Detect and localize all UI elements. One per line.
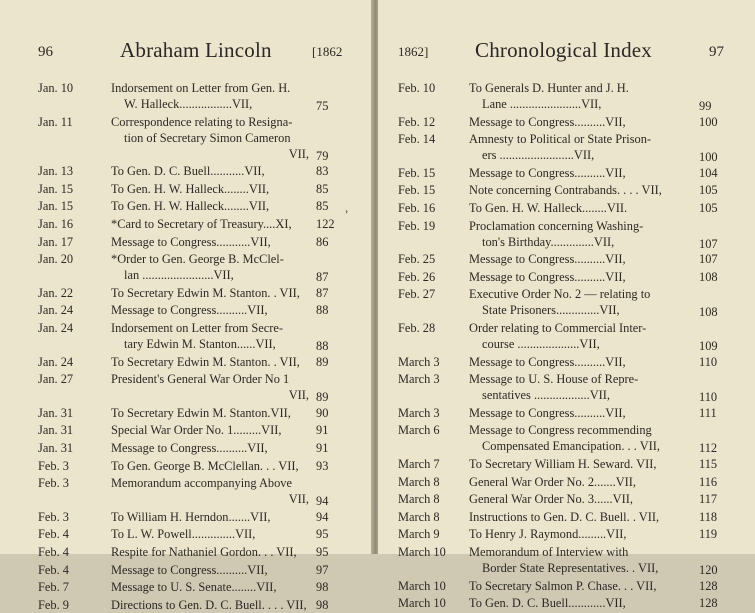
entry-description [111,544,309,560]
entry-date: Jan. 17 [38,234,74,249]
entry-page: 118 [699,509,718,524]
entry-description [111,475,309,507]
entry-description [469,509,692,525]
entry-line: To Generals D. Hunter and J. H. [469,81,629,95]
entry-date: Jan. 13 [38,164,74,179]
entry-line: State Prisoners..............VII, [482,303,620,318]
entry-line: Message to U. S. Senate........VII, [111,580,277,595]
entry-line: To Gen. H. W. Halleck........VII, [111,181,270,196]
entry-page: 105 [699,183,718,198]
entry-description [469,371,692,403]
entry-page: 94 [316,494,329,509]
entry-description [469,165,692,181]
entry-line: Message to Congress..........VII, [111,441,268,455]
entry-description [111,422,309,438]
entry-line: To Gen. George B. McClellan. . . VII, [111,458,299,473]
entry-date: Feb. 16 [398,201,436,215]
entry-date: March 6 [398,423,440,438]
entry-page: 119 [699,527,718,542]
entry-page: 108 [699,269,718,284]
entry-line: course ....................VII, [482,337,600,351]
entry-line: Border State Representatives. . VII, [482,561,659,575]
entry-line: To Gen. D. C. Buell............VII, [469,596,626,611]
entry-line: Memorandum accompanying Above [111,476,292,491]
entry-line: General War Order No. 3......VII, [469,492,633,507]
entry-line: VII, [288,492,309,507]
entry-description [111,526,309,542]
entry-line: ton's Birthday..............VII, [482,234,615,249]
entry-description [111,405,309,421]
entry-date: Feb. 4 [38,527,69,542]
entry-page: 107 [699,252,718,267]
entry-description [469,131,692,163]
entry-description [111,163,309,179]
entry-page: 86 [316,234,329,249]
entry-page: 110 [699,354,718,369]
entry-date: March 10 [398,578,446,593]
entry-description [111,371,309,403]
entry-page: 88 [316,339,329,353]
entry-page: 112 [699,441,718,456]
entry-line: Instructions to Gen. D. C. Buell. . VII, [469,509,660,524]
entry-description [469,218,692,250]
entry-date: Feb. 3 [38,476,69,491]
entry-date: Feb. 26 [398,269,436,284]
entry-date: Feb. 25 [398,252,436,267]
entry-line: Message to Congress..........VII, [469,405,626,420]
entry-line: Lane .......................VII, [482,97,602,111]
entry-line: Message to Congress..........VII, [469,114,626,129]
entry-line: To Gen. H. W. Halleck........VII. [469,201,628,215]
entry-page: 91 [316,423,329,438]
entry-page: 115 [699,457,718,471]
entry-page: 120 [699,563,718,577]
entry-date: Jan. 24 [38,321,74,335]
entry-description [111,509,309,525]
entry-description [469,474,692,490]
entry-line: To Secretary Salmon P. Chase. . . VII, [469,578,657,593]
entry-description [469,114,692,130]
entry-description [111,181,309,197]
entry-line: Indorsement on Letter from Secre- [111,321,284,335]
entry-description [469,578,692,594]
page-title: Abraham Lincoln [120,38,272,62]
entry-date: Feb. 19 [398,218,436,233]
entry-line: Order relating to Commercial Inter- [469,321,647,335]
entry-date: Jan. 11 [38,114,73,129]
entry-line: lan .......................VII, [124,268,234,283]
entry-page: 85 [316,181,329,196]
entry-date: Jan. 24 [38,354,74,369]
entry-description [469,320,692,352]
left-page [0,0,373,612]
entry-date: Feb. 10 [398,81,436,95]
entry-date: Jan. 24 [38,303,74,318]
entry-page: 88 [316,303,329,318]
entry-description [111,198,309,214]
entry-line: Message to Congress..........VII, [469,269,626,284]
entry-page: 89 [316,354,329,369]
entry-date: March 8 [398,474,440,489]
entry-description [111,216,309,232]
entry-page: 98 [316,580,329,595]
entry-description [111,234,309,250]
header-year: 1862] [398,44,429,59]
entry-line: *Card to Secretary of Treasury....XI, [111,217,292,231]
entry-page: 116 [699,474,718,489]
entry-line: Correspondence relating to Resigna- [111,114,293,129]
entry-description [469,80,692,112]
entry-line: To L. W. Powell..............VII, [111,527,256,542]
header-year: [1862 [312,44,343,59]
entry-page: 128 [699,578,718,593]
entry-line: President's General War Order No 1 [111,372,290,387]
entry-description [111,114,309,162]
entry-description [469,182,692,198]
entry-line: Amnesty to Political or State Prison- [469,132,652,147]
entry-line: sentatives ..................VII, [482,388,611,403]
entry-page: 99 [699,99,712,113]
entry-description [111,320,309,352]
entry-line: Message to Congress...........VII, [111,234,271,249]
entry-page: 87 [316,270,329,285]
entry-date: Feb. 15 [398,183,436,198]
entry-page: 128 [699,596,718,611]
entry-line: Message to Congress..........VII, [469,354,626,369]
entry-page: 75 [316,99,329,113]
entry-description [469,200,692,216]
entry-date: Feb. 4 [38,545,69,559]
entry-date: Feb. 28 [398,321,436,335]
entry-line: Special War Order No. 1.........VII, [111,423,282,438]
entry-date: Jan. 10 [38,81,74,95]
entry-description [111,285,309,301]
entry-line: To Secretary Edwin M. Stanton. . VII, [111,285,300,300]
entry-line: Note concerning Contrabands. . . . VII, [469,183,662,198]
page-number: 97 [709,44,724,60]
entry-description [111,251,309,283]
entry-page: 95 [316,545,329,559]
entry-date: Feb. 15 [398,165,436,180]
entry-date: March 10 [398,545,446,559]
entry-date: March 3 [398,405,440,420]
entry-line: To Henry J. Raymond.........VII, [469,527,627,542]
entry-page: 100 [699,150,718,165]
entry-line: Respite for Nathaniel Gordon. . . VII, [111,545,297,559]
entry-line: Message to Congress..........VII, [469,252,626,267]
entry-line: General War Order No. 2.......VII, [469,474,637,489]
entry-line: To William H. Herndon.......VII, [111,509,271,524]
entry-page: 109 [699,339,718,353]
entry-description [469,526,692,542]
entry-line: To Gen. D. C. Buell...........VII, [111,164,265,179]
entry-page: 98 [316,597,329,612]
entry-line: VII, [288,388,309,403]
entry-date: Feb. 14 [398,132,436,147]
entry-page: 97 [316,562,329,577]
entry-page: 122 [316,217,335,231]
entry-page: 83 [316,164,329,179]
entry-description [111,579,309,595]
entry-date: Feb. 4 [38,562,69,577]
entry-date: Jan. 15 [38,199,74,214]
entry-description [469,422,692,454]
entry-date: Feb. 9 [38,597,69,612]
entry-page: 107 [699,236,718,251]
entry-page: 108 [699,305,718,320]
entry-line: *Order to Gen. George B. McClel- [111,252,284,267]
entry-line: Compensated Emancipation. . . VII, [482,439,661,454]
entry-description [469,456,692,472]
entry-line: Executive Order No. 2 — relating to [469,287,651,302]
page-title: Chronological Index [475,38,653,62]
entry-description [469,251,692,267]
entry-line: Proclamation concerning Washing- [469,218,644,233]
entry-date: Feb. 27 [398,287,436,302]
entry-page: 79 [316,148,329,163]
entry-date: March 8 [398,492,440,507]
entry-line: Directions to Gen. D. C. Buell. . . . VII, [111,597,307,612]
entry-page: 104 [699,165,718,180]
entry-line: Memorandum of Interview with [469,545,629,559]
entry-date: Jan. 27 [38,372,74,387]
entry-page: 111 [699,405,717,420]
entry-description [111,597,309,613]
entry-line: VII, [288,146,309,161]
entry-line: Indorsement on Letter from Gen. H. [111,81,291,95]
entry-line: To Gen. H. W. Halleck........VII, [111,199,270,214]
entry-description [469,286,692,318]
entry-page: 95 [316,527,329,542]
entry-line: ers ........................VII, [482,148,595,163]
entry-date: Jan. 31 [38,423,74,438]
entry-page: 94 [316,509,329,524]
entry-line: To Secretary William H. Seward. VII, [469,457,657,471]
entry-page: 110 [699,390,718,405]
entry-date: Jan. 15 [38,181,74,196]
entry-date: March 9 [398,527,440,542]
entry-description [469,269,692,285]
margin-mark: › [345,206,348,216]
entry-description [111,80,309,112]
entry-date: March 7 [398,457,440,471]
entry-line: Message to U. S. House of Repre- [469,372,639,387]
entry-date: March 3 [398,354,440,369]
entry-page: 90 [316,405,329,420]
entry-line: tion of Secretary Simon Cameron [124,130,291,145]
entry-line: To Secretary Edwin M. Stanton. . VII, [111,354,300,369]
entry-line: To Secretary Edwin M. Stanton.VII, [111,405,291,420]
entry-date: Jan. 22 [38,285,74,300]
entry-line: Message to Congress recommending [469,423,652,438]
entry-date: Feb. 3 [38,458,69,473]
entry-page: 85 [316,199,329,214]
entry-date: Feb. 3 [38,509,69,524]
entry-description [469,595,692,611]
entry-date: March 3 [398,372,440,387]
entry-date: Feb. 7 [38,580,69,595]
page-number: 96 [38,44,53,60]
entry-date: Jan. 16 [38,217,74,231]
entry-page: 91 [316,441,329,455]
entry-line: Message to Congress..........VII, [469,165,626,180]
entry-page: 105 [699,201,718,215]
entry-page: 89 [316,390,329,405]
entry-page: 117 [699,492,718,507]
entry-line: tary Edwin M. Stanton......VII, [124,337,276,351]
entry-description [111,458,309,474]
entry-page: 100 [699,114,718,129]
entry-line: W. Halleck.................VII, [124,97,253,111]
entry-line: Message to Congress..........VII, [111,303,268,318]
entry-date: Feb. 12 [398,114,436,129]
entry-description [469,544,692,576]
entry-date: Jan. 31 [38,441,74,455]
entry-description [111,302,309,318]
entry-date: March 10 [398,596,446,611]
entry-description [111,562,309,578]
entry-description [111,440,309,456]
entry-description [469,354,692,370]
entry-page: 93 [316,458,329,473]
entry-line: Message to Congress..........VII, [111,562,268,577]
entry-date: Jan. 20 [38,252,74,267]
entry-page: 87 [316,285,329,300]
entry-description [111,354,309,370]
entry-description [469,405,692,421]
entry-date: March 8 [398,509,440,524]
entry-date: Jan. 31 [38,405,74,420]
entry-description [469,491,692,507]
right-page [378,0,755,611]
